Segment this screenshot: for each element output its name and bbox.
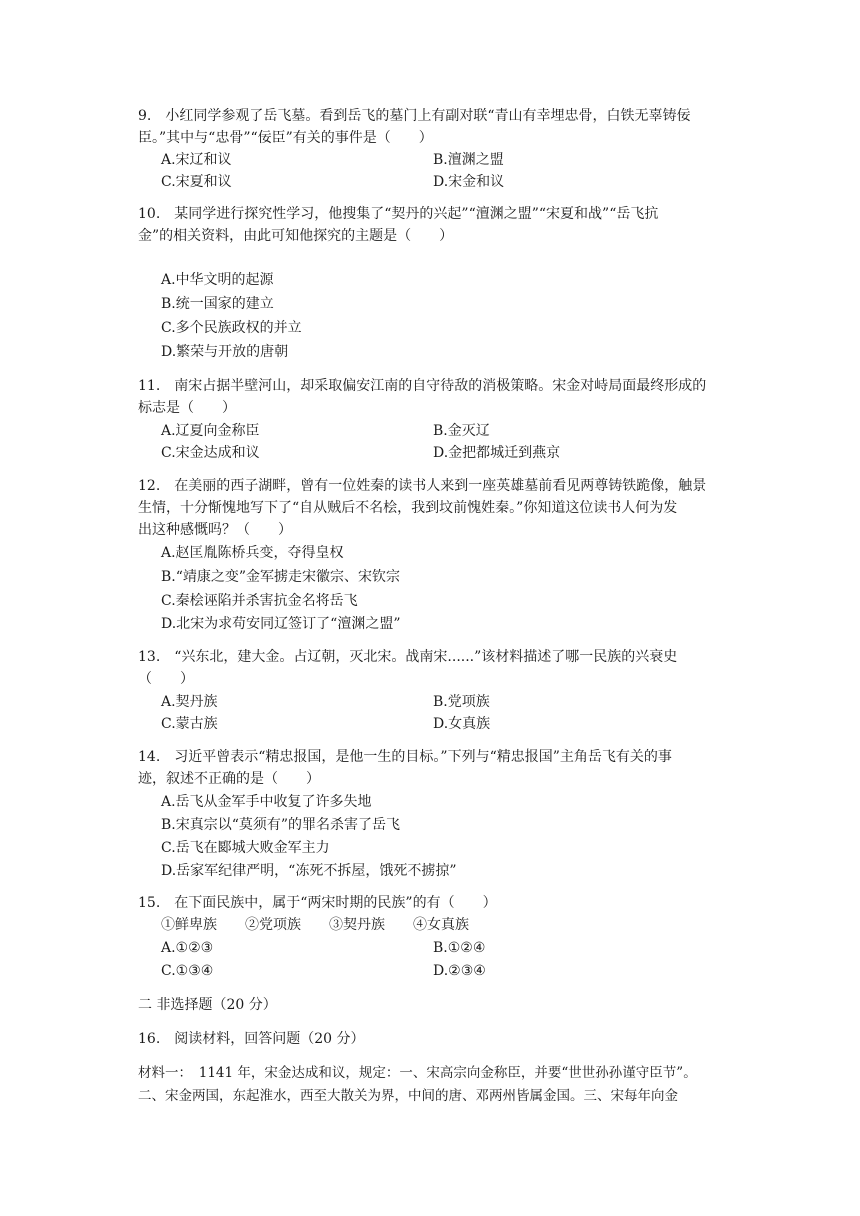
- option-c: C.宋夏和议: [161, 174, 232, 190]
- option-a: A.岳飞从金军手中收复了许多失地: [161, 794, 372, 810]
- option-a: A.中华文明的起源: [161, 272, 274, 288]
- option-c: C.①③④: [161, 963, 214, 979]
- option-d: D.繁荣与开放的唐朝: [161, 344, 289, 360]
- option-a: A.赵匡胤陈桥兵变，夺得皇权: [161, 545, 344, 561]
- option-c: C.宋金达成和议: [161, 445, 260, 461]
- section-heading: 二 非选择题（20 分）: [138, 997, 277, 1013]
- option-d: D.金把都城迁到燕京: [433, 445, 561, 461]
- option-a: A.契丹族: [161, 694, 218, 710]
- option-b: B.宋真宗以“莫须有”的罪名杀害了岳飞: [161, 817, 401, 833]
- question-stem-line: 生情，十分惭愧地写下了“自从贼后不名桧，我到坟前愧姓秦。”你知道这位读书人何为发: [138, 500, 678, 516]
- question-stem-line: 11. 南宋占据半壁河山，却采取偏安江南的自守待敌的消极策略。宋金对峙局面最终形成的: [138, 378, 707, 394]
- option-c: C.蒙古族: [161, 716, 218, 732]
- option-a: A.宋辽和议: [161, 152, 232, 168]
- option-d: D.北宋为求苟安同辽签订了“澶渊之盟”: [161, 616, 401, 632]
- option-a: A.辽夏向金称臣: [161, 423, 260, 439]
- option-b: B.金灭辽: [433, 423, 490, 439]
- question-stem-line: 12. 在美丽的西子湖畔，曾有一位姓秦的读书人来到一座英雄墓前看见两尊铸铁跪像，触景: [138, 478, 707, 494]
- material-line: 材料一： 1141 年，宋金达成和议，规定：一、宋高宗向金称臣，并要“世世孙孙谨守臣节”。: [138, 1065, 697, 1081]
- question-stem-line: 13. “兴东北，建大金。占辽朝，灭北宋。战南宋......”该材料描述了哪一民族的兴衰史: [138, 649, 678, 665]
- question-stem-line: 出这种感慨吗？（ ）: [138, 522, 292, 538]
- option-b: B.统一国家的建立: [161, 296, 274, 312]
- option-d: D.宋金和议: [433, 174, 505, 190]
- option-c: C.岳飞在郾城大败金军主力: [161, 840, 330, 856]
- question-stem-line: 14. 习近平曾表示“精忠报国，是他一生的目标。”下列与“精忠报国”主角岳飞有关的事: [138, 749, 672, 765]
- question-stem-line: 标志是（ ）: [138, 400, 236, 416]
- option-c: C.多个民族政权的并立: [161, 320, 302, 336]
- question-stem-line: （ ）: [138, 671, 194, 687]
- option-c: C.秦桧诬陷并杀害抗金名将岳飞: [161, 593, 358, 609]
- material-line: 二、宋金两国，东起淮水，西至大散关为界，中间的唐、邓两州皆属金国。三、宋每年向金: [138, 1088, 678, 1104]
- question-stem-line: 迹，叙述不正确的是（ ）: [138, 771, 320, 787]
- question-stem-line: 15. 在下面民族中，属于“两宋时期的民族”的有（ ）: [138, 895, 497, 911]
- option-b: B.澶渊之盟: [433, 152, 504, 168]
- question-stem-line: 9. 小红同学参观了岳飞墓。看到岳飞的墓门上有副对联“青山有幸埋忠骨，白铁无辜铸佞: [138, 108, 691, 124]
- question-stem-line: 金”的相关资料，由此可知他探究的主题是（ ）: [138, 228, 454, 244]
- question-items-line: ①鲜卑族 ②党项族 ③契丹族 ④女真族: [161, 917, 469, 933]
- question-stem-line: 臣。”其中与“忠骨”“佞臣”有关的事件是（ ）: [138, 130, 433, 146]
- option-d: D.女真族: [433, 716, 491, 732]
- option-d: D.②③④: [433, 963, 486, 979]
- option-b: B.党项族: [433, 694, 490, 710]
- question-16-stem: 16. 阅读材料，回答问题（20 分）: [138, 1031, 365, 1047]
- option-b: B.①②④: [433, 940, 486, 956]
- option-a: A.①②③: [161, 940, 214, 956]
- option-d: D.岳家军纪律严明，“冻死不拆屋，饿死不掳掠”: [161, 863, 457, 879]
- option-b: B.“靖康之变”金军掳走宋徽宗、宋钦宗: [161, 569, 401, 585]
- question-stem-line: 10. 某同学进行探究性学习，他搜集了“契丹的兴起”“澶渊之盟”“宋夏和战”“岳飞抗: [138, 206, 659, 222]
